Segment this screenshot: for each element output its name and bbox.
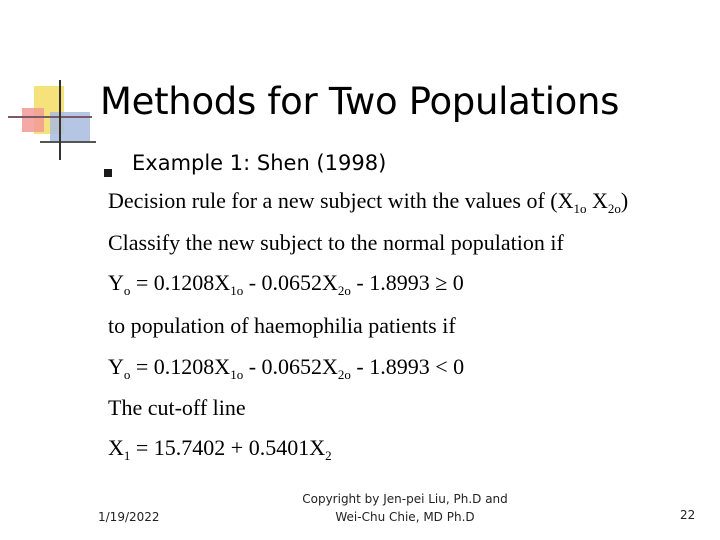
subscript: 2 [325, 448, 332, 463]
equation-cutoff [108, 435, 332, 464]
eq-term: - 1.8993 ≥ 0 [350, 270, 464, 295]
line-text: Decision rule for a new subject with the values of (X [108, 188, 574, 213]
subscript: 2o [607, 201, 621, 216]
body-line-4: to population of haemophilia patients if [108, 313, 456, 338]
slide-decoration-logo [0, 0, 100, 170]
eq-symbol: X [108, 435, 124, 460]
eq-symbol: Y [108, 354, 124, 379]
eq-term: - 1.8993 < 0 [350, 354, 465, 379]
logo-pink-square [22, 108, 44, 132]
eq-symbol: Y [108, 270, 124, 295]
subscript: 2o [337, 283, 351, 298]
copyright-line-1: Copyright by Jen-pei Liu, Ph.D and [302, 492, 508, 506]
eq-term: - 0.0652X [243, 270, 338, 295]
subscript: 2o [337, 367, 351, 382]
subscript: 1o [230, 367, 244, 382]
bullet-text: Example 1: Shen (1998) [132, 151, 387, 175]
body-line-1 [108, 188, 628, 217]
eq-term: - 0.0652X [243, 354, 338, 379]
eq-term: = 15.7402 + 0.5401X [130, 435, 326, 460]
body-line-2: Classify the new subject to the normal population if [108, 230, 564, 255]
slide-title: Methods for Two Populations [100, 80, 620, 123]
subscript: o [123, 283, 131, 298]
subscript: 1 [123, 448, 131, 463]
equation-haemophilia [108, 354, 464, 383]
eq-term: = 0.1208X [130, 354, 231, 379]
subscript: 1o [573, 201, 587, 216]
bullet-square-icon [104, 169, 112, 177]
footer-copyright [280, 490, 530, 526]
eq-term: = 0.1208X [130, 270, 231, 295]
footer-date: 1/19/2022 [98, 510, 160, 524]
subscript: o [123, 367, 131, 382]
body-line-6: The cut-off line [108, 395, 246, 420]
copyright-line-2: Wei-Chu Chie, MD Ph.D [335, 510, 475, 524]
line-text: X [586, 188, 608, 213]
line-text: ) [620, 188, 629, 213]
subscript: 1o [230, 283, 244, 298]
equation-normal [108, 270, 464, 299]
page-number: 22 [680, 508, 696, 522]
